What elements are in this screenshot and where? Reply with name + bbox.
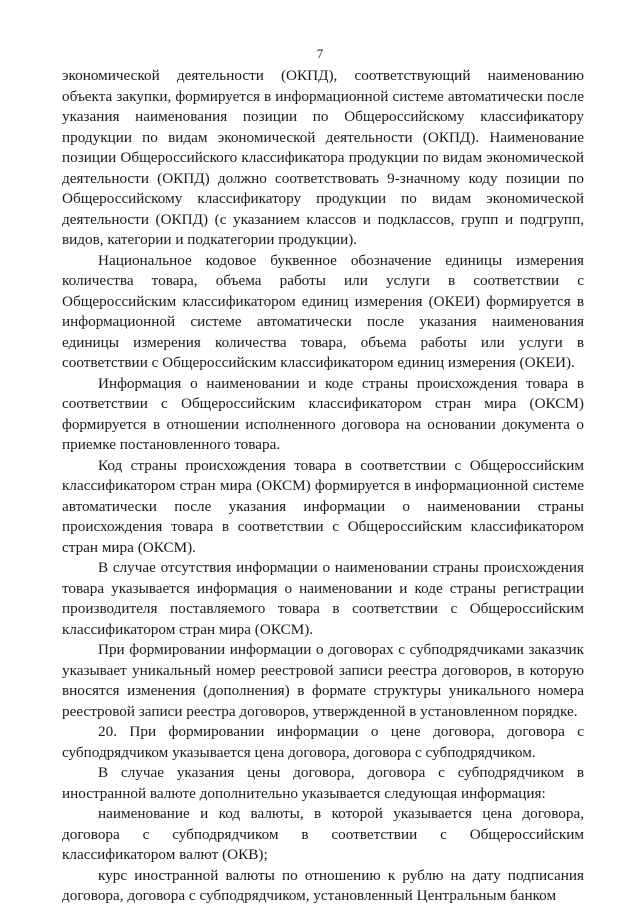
paragraph-subcontractor-contracts: При формировании информации о договорах с субподрядчиками заказчик указывает уникальный номер реестровой записи реестра договоров, в которую вносятся изменения (дополнения) в формате структуры уникального номера реестровой записи реестра договоров, утвержденной в установленном порядке. [62,641,584,720]
paragraph-okpd-continuation: экономической деятельности (ОКПД), соответствующий наименованию объекта закупки, формируется в информационной системе автоматически после указания наименования позиции по Общероссийскому классификатору продукции по видам экономической деятельности (ОКПД). Наименование позиции Общероссийского классификатора продукции по видам экономической деятельности (ОКПД) должно соответствовать 9-значному коду позиции по Общероссийскому классификатору продукции по видам экономической деятельности (ОКПД) (с указанием классов и подклассов, групп и подгрупп, видов, категории и подкатегории продукции). [62,67,584,248]
paragraph-foreign-currency: В случае указания цены договора, договора с субподрядчиком в иностранной валюте дополнительно указывается следующая информация: [62,764,584,802]
paragraph-oksm-country-code: Код страны происхождения товара в соответствии с Общероссийским классификатором стран мира (ОКСМ) формируется в информационной системе автоматически после указания информации о наименовании страны происхождения товара в соответствии с Общероссийским классификатором стран мира (ОКСМ). [62,456,584,556]
paragraph-item-20-contract-price: 20. При формировании информации о цене договора, договора с субподрядчиком указывается цена договора, договора с субподрядчиком. [62,723,584,761]
paragraph-oksm-origin-info: Информация о наименовании и коде страны происхождения товара в соответствии с Общероссийским классификатором стран мира (ОКСМ) формируется в отношении исполненного договора на основании документа о приемке постановленного товара. [62,374,584,453]
paragraph-okei: Национальное кодовое буквенное обозначение единицы измерения количества товара, объема работы или услуги в соответствии с Общероссийским классификатором единиц измерения (ОКЕИ) формируется в информационной системе автоматически после указания наименования единицы измерения количества товара, объема работы или услуги в соответствии с Общероссийским классификатором единиц измерения (ОКЕИ). [62,251,584,371]
paragraph-exchange-rate: курс иностранной валюты по отношению к рублю на дату подписания договора, договора с субподрядчиком, установленный Центральным банком [62,866,584,904]
page-number: 7 [316,46,324,61]
document-body [62,66,584,907]
paragraph-currency-name-code: наименование и код валюты, в которой указывается цена договора, договора с субподрядчиком в соответствии с Общероссийским классификатором валют (ОКВ); [62,805,584,863]
paragraph-no-origin-info: В случае отсутствия информации о наименовании страны происхождения товара указывается информация о наименовании и коде страны регистрации производителя поставляемого товара в соответствии с Общероссийским классификатором стран мира (ОКСМ). [62,559,584,638]
